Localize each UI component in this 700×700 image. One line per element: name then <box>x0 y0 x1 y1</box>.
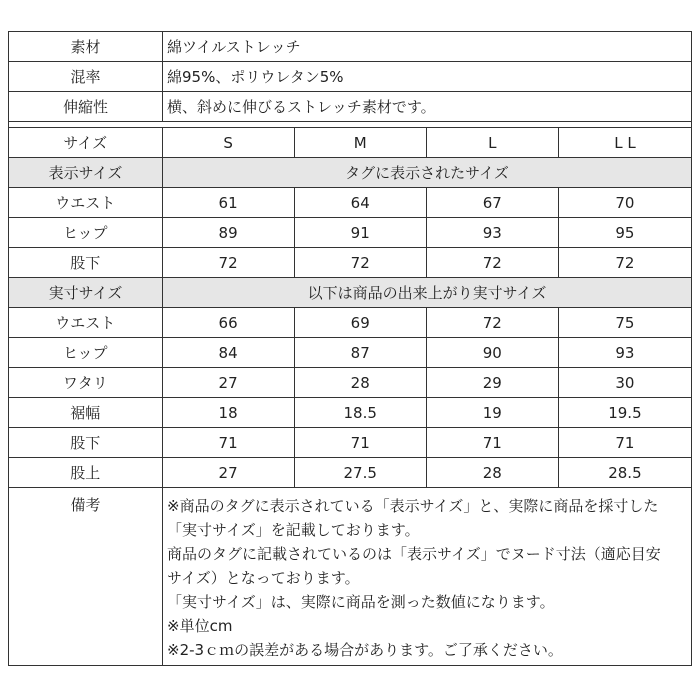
measurement-label: ウエスト <box>9 308 163 337</box>
measurement-label: 股下 <box>9 248 163 277</box>
measurement-value: 64 <box>295 188 427 217</box>
measurement-value: 71 <box>427 428 559 457</box>
notes-body <box>163 488 691 665</box>
measurement-value: 18 <box>163 398 295 427</box>
measurement-row <box>9 368 691 398</box>
measurement-row <box>9 398 691 428</box>
notes-line: 商品のタグに記載されているのは「表示サイズ」でヌード寸法（適応目安 <box>167 545 661 563</box>
material-row <box>9 32 691 62</box>
measurement-label: 股下 <box>9 428 163 457</box>
measurement-row <box>9 188 691 218</box>
measurement-value: 95 <box>615 223 635 242</box>
notes-row <box>9 488 691 665</box>
size-header-3: L L <box>614 133 636 152</box>
measurement-row <box>9 248 691 278</box>
measurement-value: 72 <box>295 248 427 277</box>
size-spec-table <box>8 31 692 666</box>
size-header-1: M <box>295 128 427 157</box>
measurement-value: 18.5 <box>295 398 427 427</box>
measurement-value: 84 <box>163 338 295 367</box>
measurement-value: 72 <box>427 308 559 337</box>
measurement-row <box>9 338 691 368</box>
size-header-2: L <box>427 128 559 157</box>
section-label: 表示サイズ <box>9 158 163 187</box>
row-label: 素材 <box>9 32 163 61</box>
measurement-label: 股上 <box>9 458 163 487</box>
measurement-label: ヒップ <box>9 218 163 247</box>
measurement-value: 72 <box>615 253 635 272</box>
measurement-value: 27 <box>163 368 295 397</box>
measurement-value: 93 <box>615 343 635 362</box>
measurement-value: 69 <box>295 308 427 337</box>
notes-line: ※単位cm <box>167 617 233 635</box>
measurement-label: 裾幅 <box>9 398 163 427</box>
material-row <box>9 92 691 122</box>
row-value: 綿95%、ポリウレタン5% <box>167 68 344 86</box>
section-label: 実寸サイズ <box>9 278 163 307</box>
measurement-value: 89 <box>163 218 295 247</box>
measurement-value: 71 <box>295 428 427 457</box>
measurement-value: 71 <box>163 428 295 457</box>
measurement-label: ワタリ <box>9 368 163 397</box>
section-header-actual-size <box>9 278 691 308</box>
measurement-value: 28.5 <box>608 463 642 482</box>
notes-line: 「実寸サイズ」を記載しております。 <box>167 521 420 539</box>
size-header-row <box>9 128 691 158</box>
measurement-value: 72 <box>427 248 559 277</box>
measurement-value: 91 <box>295 218 427 247</box>
size-header-0: S <box>163 128 295 157</box>
measurement-value: 27 <box>163 458 295 487</box>
measurement-value: 70 <box>615 193 635 212</box>
notes-line: ※2-3ｃｍの誤差がある場合があります。ご了承ください。 <box>167 641 563 659</box>
section-caption: 以下は商品の出来上がり実寸サイズ <box>307 284 547 302</box>
measurement-row <box>9 458 691 488</box>
section-header-labeled-size <box>9 158 691 188</box>
measurement-value: 19.5 <box>608 403 642 422</box>
material-row <box>9 62 691 92</box>
section-caption: タグに表示されたサイズ <box>345 164 509 182</box>
measurement-value: 67 <box>427 188 559 217</box>
measurement-value: 75 <box>615 313 635 332</box>
measurement-value: 30 <box>615 373 635 392</box>
measurement-value: 66 <box>163 308 295 337</box>
measurement-value: 90 <box>427 338 559 367</box>
measurement-value: 27.5 <box>295 458 427 487</box>
measurement-row <box>9 308 691 338</box>
row-value: 横、斜めに伸びるストレッチ素材です。 <box>167 98 436 116</box>
measurement-label: ヒップ <box>9 338 163 367</box>
row-label: 混率 <box>9 62 163 91</box>
row-value: 綿ツイルストレッチ <box>167 38 301 56</box>
measurement-value: 28 <box>427 458 559 487</box>
measurement-value: 71 <box>615 433 635 452</box>
measurement-row <box>9 428 691 458</box>
notes-line: 「実寸サイズ」は、実際に商品を測った数値になります。 <box>167 593 555 611</box>
row-label: 伸縮性 <box>9 92 163 121</box>
measurement-value: 29 <box>427 368 559 397</box>
measurement-value: 87 <box>295 338 427 367</box>
measurement-value: 28 <box>295 368 427 397</box>
notes-line: ※商品のタグに表示されている「表示サイズ」と、実際に商品を採寸した <box>167 497 659 515</box>
measurement-label: ウエスト <box>9 188 163 217</box>
measurement-row <box>9 218 691 248</box>
measurement-value: 61 <box>163 188 295 217</box>
measurement-value: 93 <box>427 218 559 247</box>
size-header-label: サイズ <box>9 128 163 157</box>
notes-label: 備考 <box>9 488 163 665</box>
measurement-value: 19 <box>427 398 559 427</box>
notes-line: サイズ）となっております。 <box>167 569 360 587</box>
measurement-value: 72 <box>163 248 295 277</box>
